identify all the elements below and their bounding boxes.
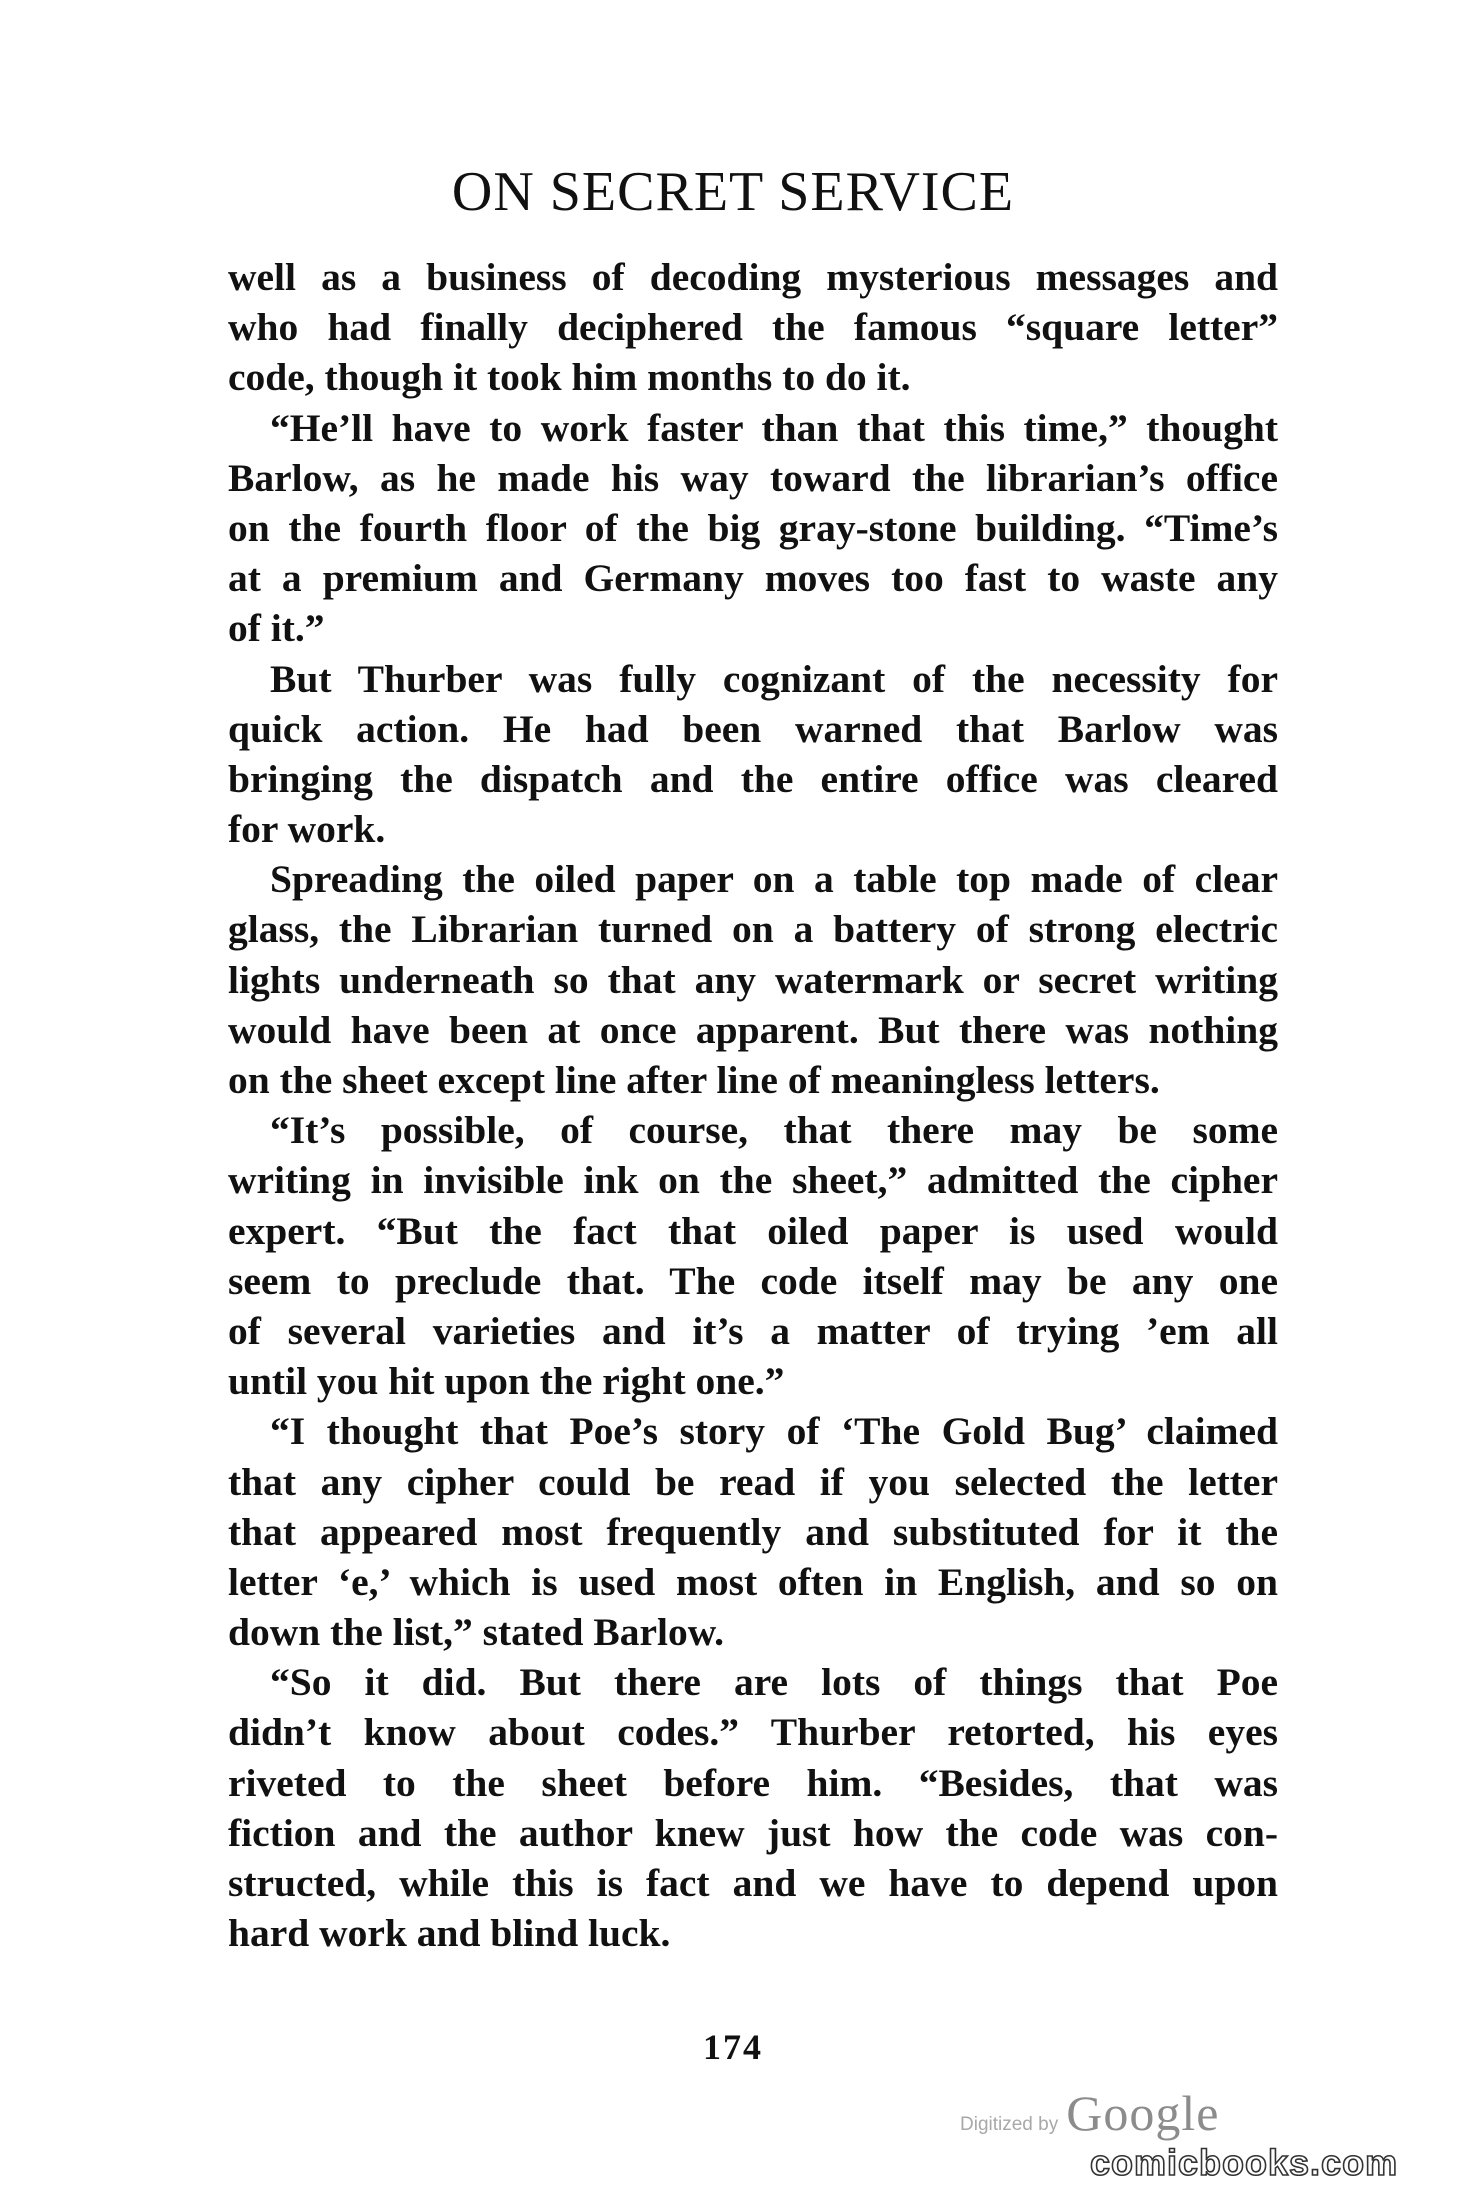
text-line: down the list,” stated Barlow. [228, 1610, 724, 1655]
text-line: “So it did. But there are lots of things that Poe [270, 1660, 1278, 1705]
text-line: of it.” [228, 606, 325, 651]
text-line: seem to preclude that. The code itself may be any one [228, 1258, 1278, 1303]
text-line: “It’s possible, of course, that there may be some [270, 1108, 1278, 1153]
text-line: for work. [228, 807, 386, 852]
text-line: of several varieties and it’s a matter of trying ’em all [228, 1308, 1278, 1353]
digitized-by-label: Digitized by [960, 2114, 1059, 2135]
text-line: structed, while this is fact and we have to depend upon [228, 1861, 1278, 1905]
text-line: letter ‘e,’ which is used most often in English, and so on [228, 1559, 1278, 1604]
text-line: who had finally deciphered the famous “square letter” [228, 305, 1278, 350]
text-line: Spreading the oiled paper on a table top made of clear [270, 857, 1278, 902]
running-head: ON SECRET SERVICE [451, 161, 1015, 223]
text-line: hard work and blind luck. [228, 1911, 671, 1956]
text-line: until you hit upon the right one.” [228, 1359, 785, 1404]
page-number: 174 [703, 2027, 763, 2067]
text-line: on the sheet except line after line of meaningless letters. [228, 1058, 1160, 1102]
page-body-text [228, 252, 1278, 1958]
text-line: glass, the Librarian turned on a battery of strong electric [228, 907, 1278, 952]
text-line: But Thurber was fully cognizant of the necessity for [270, 656, 1278, 701]
text-line: would have been at once apparent. But there was nothing [228, 1007, 1278, 1052]
site-watermark: comicbooks.com [1090, 2142, 1399, 2183]
text-line: quick action. He had been warned that Barlow was [228, 706, 1278, 751]
text-line: well as a business of decoding mysterious messages and [228, 255, 1278, 299]
text-line: bringing the dispatch and the entire office was cleared [228, 756, 1278, 801]
text-line: Barlow, as he made his way toward the librarian’s office [228, 455, 1278, 500]
text-line: writing in invisible ink on the sheet,” admitted the cipher [228, 1158, 1278, 1203]
text-line: “I thought that Poe’s story of ‘The Gold Bug’ claimed [270, 1409, 1278, 1454]
text-line: on the fourth floor of the big gray-stone building. “Time’s [228, 505, 1278, 550]
text-line: didn’t know about codes.” Thurber retorted, his eyes [228, 1710, 1278, 1755]
text-line: that appeared most frequently and substituted for it the [228, 1509, 1278, 1554]
text-line: that any cipher could be read if you selected the letter [228, 1459, 1278, 1504]
text-line: expert. “But the fact that oiled paper is used would [228, 1208, 1278, 1253]
google-logo: Google [1066, 2085, 1220, 2141]
text-line: code, though it took him months to do it. [228, 355, 911, 400]
digitized-by-google-stamp [960, 2084, 1219, 2144]
text-line: fiction and the author knew just how the code was con- [228, 1810, 1278, 1855]
text-line: at a premium and Germany moves too fast to waste any [228, 556, 1278, 601]
text-line: riveted to the sheet before him. “Besides, that was [228, 1760, 1278, 1805]
text-line: lights underneath so that any watermark or secret writing [228, 957, 1278, 1002]
text-line: “He’ll have to work faster than that this time,” thought [270, 405, 1278, 450]
